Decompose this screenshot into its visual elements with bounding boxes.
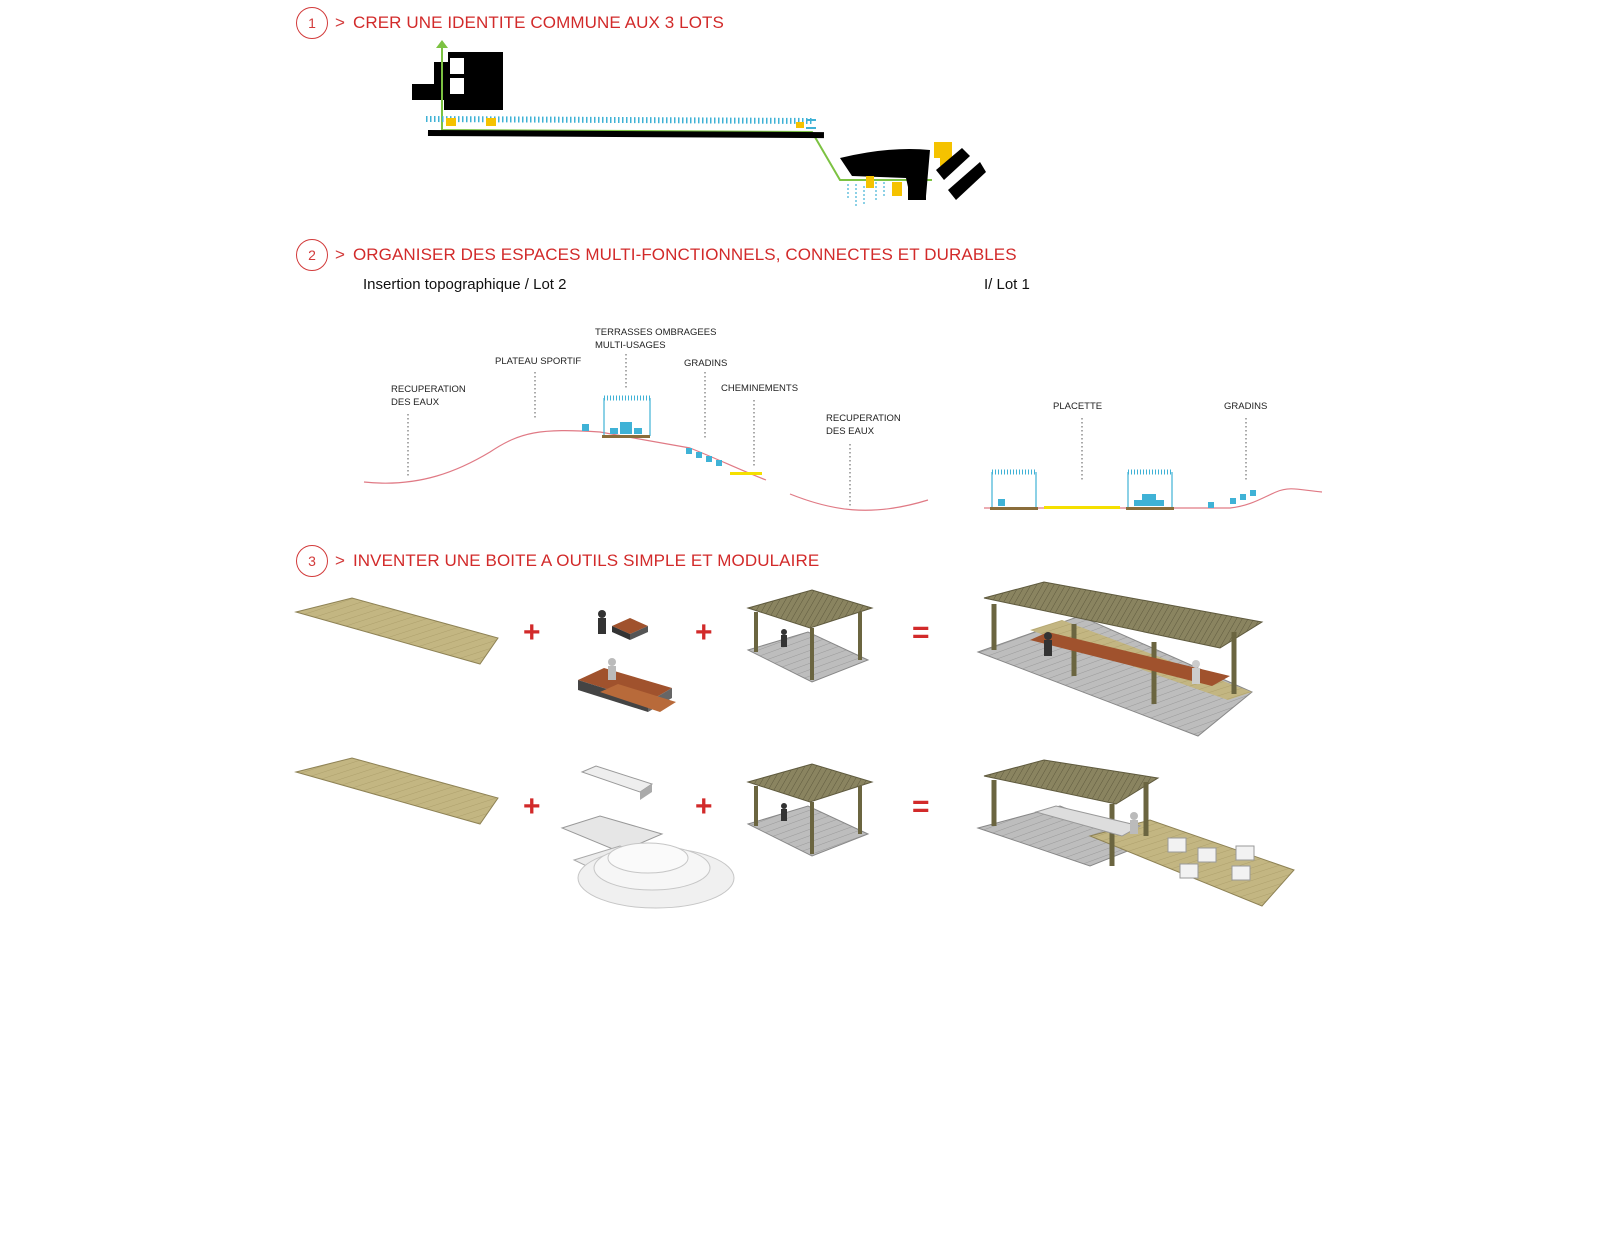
operator-plus: + [523, 616, 541, 649]
deck-platform-row1 [296, 598, 498, 664]
pergola-module-row1 [748, 590, 872, 682]
section-2-arrow: > [335, 245, 345, 264]
operator-plus: + [695, 790, 713, 823]
operator-equals: = [912, 616, 930, 649]
operator-plus: + [523, 790, 541, 823]
label-terrasses: TERRASSES OMBRAGEES MULTI-USAGES [595, 327, 717, 351]
label-cheminements: CHEMINEMENTS [721, 383, 799, 394]
operator-equals: = [912, 790, 930, 823]
section-2-number: 2 [296, 239, 328, 271]
section-3-title: INVENTER UNE BOITE A OUTILS SIMPLE ET MODULAIRE [352, 551, 820, 570]
label-plateau-sportif: PLATEAU SPORTIF [495, 356, 582, 367]
pergola-module-row2 [748, 764, 872, 856]
label-recuperation-2: RECUPERATION DES EAUX [826, 413, 901, 437]
combined-shelter-row2 [978, 760, 1294, 906]
section-1-arrow: > [335, 13, 345, 32]
label-gradins-left: GRADINS [684, 358, 728, 369]
label-gradins-right: GRADINS [1224, 401, 1268, 412]
picnic-bench-large [578, 658, 676, 712]
section-3-arrow: > [335, 551, 345, 570]
label-recuperation-1: RECUPERATION DES EAUX [391, 384, 466, 408]
section-1-title: CRER UNE IDENTITE COMMUNE AUX 3 LOTS [352, 13, 724, 32]
combined-shelter-row1 [978, 582, 1262, 736]
lot2-subtitle: Insertion topographique / Lot 2 [363, 276, 567, 293]
label-placette: PLACETTE [1053, 401, 1103, 412]
lot1-subtitle: I/ Lot 1 [984, 276, 1030, 293]
section-1-number: 1 [296, 7, 328, 39]
section-2-title: ORGANISER DES ESPACES MULTI-FONCTIONNELS, CONNECTES ET DURABLES [352, 245, 1017, 264]
section-3-number: 3 [296, 545, 328, 577]
deck-platform-row2 [296, 758, 498, 824]
picnic-bench-small [598, 610, 648, 640]
operator-plus: + [695, 616, 713, 649]
